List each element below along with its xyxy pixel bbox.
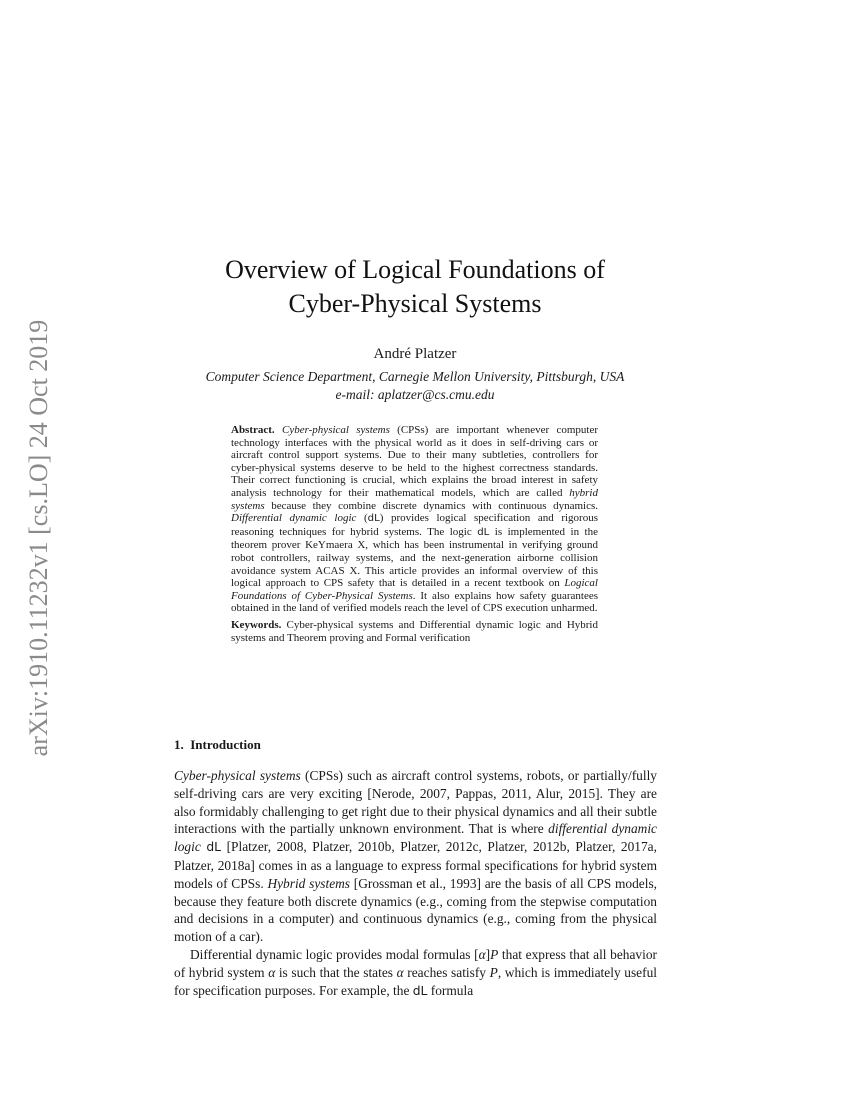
abstract-text: . It also explains how safety guarantees obtained in the land of verified models reach the level of CPS execution unharmed. bbox=[231, 589, 598, 615]
body-text: [Grossman et al., 1993] are the basis of all CPS models, because they feature both discrete dynamics (e.g., coming from the stepwise computation and decisions in a computer) and continuous dynamics (e.g., coming from the physical motion of a car). bbox=[174, 875, 658, 945]
author-name: André Platzer bbox=[373, 346, 457, 362]
abstract-block bbox=[231, 424, 598, 644]
keywords-paragraph bbox=[231, 619, 598, 644]
abstract-text: Logical Foundations of Cyber-Physical Systems bbox=[231, 577, 598, 602]
body-text: (CPSs) such as aircraft control systems, robots, or partially/fully self-driving cars are very exciting [Nerode, 2007, Pappas, 2011, Alur, 2015]. They are also formidably challenging to get right due to their physical dynamics and all their subtle interactions with the partially unknown environment. That is where bbox=[174, 768, 657, 837]
body-text: [Platzer, 2008, Platzer, 2010b, Platzer, 2012c, Platzer, 2012b, Platzer, 2017a, Platzer, 2018a] comes in as a language to express formal specifications for hybrid system models of CPSs. bbox=[174, 839, 657, 891]
keywords-label: Keywords. bbox=[231, 618, 282, 631]
author-affiliation bbox=[175, 368, 655, 404]
body-text: ] bbox=[485, 946, 491, 962]
abstract-text: Differential dynamic logic bbox=[231, 512, 357, 525]
abstract-text: hybrid systems bbox=[231, 486, 598, 512]
body-text: Cyber-physical systems bbox=[174, 768, 301, 783]
arxiv-identifier-stamp: arXiv:1910.11232v1 [cs.LO] 24 Oct 2019 bbox=[24, 319, 53, 757]
paper-title-line-2: Cyber-Physical Systems bbox=[288, 289, 542, 318]
abstract-label: Abstract. bbox=[231, 424, 275, 436]
abstract-text: ( bbox=[356, 512, 368, 525]
math-symbol: α bbox=[268, 964, 276, 980]
abstract-paragraph bbox=[231, 424, 598, 615]
body-text: is such that the states bbox=[275, 964, 397, 980]
body-text: , which is immediately useful for specification purposes. For example, the bbox=[174, 964, 657, 998]
keywords-text: Cyber-physical systems and Differential dynamic logic and Hybrid systems and Theorem proving and Formal verification bbox=[231, 618, 598, 644]
math-symbol: α bbox=[478, 946, 486, 962]
abstract-text: Cyber-physical systems bbox=[281, 424, 390, 436]
introduction-body bbox=[174, 767, 657, 1000]
dl-logic-name: dL bbox=[412, 983, 428, 998]
body-text: Differential dynamic logic provides modal formulas [ bbox=[190, 946, 479, 962]
section-heading bbox=[174, 737, 261, 753]
math-symbol: α bbox=[396, 964, 404, 980]
body-text: Hybrid systems bbox=[267, 875, 351, 891]
affiliation-email: e-mail: aplatzer@cs.cmu.edu bbox=[335, 387, 495, 402]
intro-paragraph-1 bbox=[174, 767, 657, 946]
abstract-text: (CPSs) are important whenever computer technology interfaces with the physical world as it does in self-driving cars or aircraft control support systems. Due to their many subtleties, controllers for cyber-physical systems deserve to be held to the highest correctness standards. Their correct functioning is crucial, which explains the broad interest in safety analysis technology for their mathematical models, which are called bbox=[231, 424, 599, 499]
abstract-text: is implemented in the theorem prover KeYmaera X, which has been instrumental in verifying ground robot controllers, railway systems, and the next-generation airborne collision avoidance system ACAS X. This article provides an informal overview of this logical approach to CPS safety that is detailed in a recent textbook on bbox=[231, 525, 598, 590]
paper-title bbox=[175, 253, 655, 321]
dl-logic-name: dL bbox=[206, 840, 222, 855]
intro-paragraph-2 bbox=[174, 946, 657, 1000]
section-number: 1. bbox=[174, 737, 184, 752]
dl-logic-name: dL bbox=[367, 513, 380, 525]
section-title: Introduction bbox=[190, 737, 261, 752]
abstract-text: because they combine discrete dynamics with continuous dynamics. bbox=[264, 499, 598, 512]
math-symbol: P bbox=[490, 946, 499, 962]
abstract-text: ) provides logical specification and rigorous reasoning techniques for hybrid systems. The logic bbox=[231, 512, 598, 538]
body-text: differential dynamic logic bbox=[174, 821, 657, 855]
dl-logic-name: dL bbox=[477, 526, 490, 538]
math-symbol: P bbox=[489, 964, 498, 980]
body-text: that express that all behavior of hybrid system bbox=[174, 946, 658, 980]
paper-title-line-1: Overview of Logical Foundations of bbox=[225, 255, 605, 284]
body-text: formula bbox=[427, 982, 474, 998]
affiliation-department: Computer Science Department, Carnegie Mellon University, Pittsburgh, USA bbox=[205, 369, 625, 384]
body-text: reaches satisfy bbox=[403, 964, 490, 980]
